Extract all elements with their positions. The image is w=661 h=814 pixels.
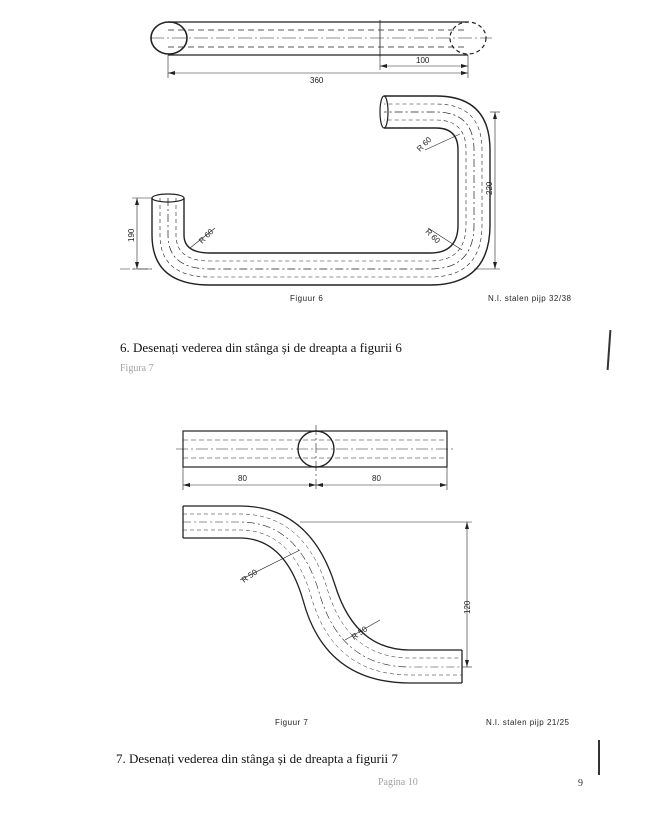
footer-faded-label: Pagina 10	[378, 777, 418, 788]
figure-6-material: N.l. stalen pijp 32/38	[488, 294, 572, 303]
fig6-dim-100: 100	[416, 56, 430, 65]
fig6-radius-2: R 60	[415, 135, 434, 154]
scan-mark-2	[598, 740, 600, 775]
fig6-radius-3: R 60	[423, 227, 442, 246]
fig7-radius-1: R 50	[239, 567, 259, 585]
fig7-dim-right: 80	[372, 474, 381, 483]
figure-7-caption: Figuur 7	[275, 718, 309, 727]
fig6-dim-360: 360	[310, 76, 324, 85]
question-6: 6. Desenați vederea din stânga și de dreapta a figurii 6	[120, 340, 402, 355]
fig6-dim-220: 220	[485, 181, 494, 195]
figure-6-caption: Figuur 6	[290, 294, 324, 303]
fig7-radius-2: R 50	[349, 624, 369, 642]
fig6-radius-1: R 60	[197, 227, 216, 246]
fig7-dim-height: 120	[463, 600, 472, 614]
figure-7-material: N.l. stalen pijp 21/25	[486, 718, 570, 727]
figure-7-faded-label: Figura 7	[120, 363, 154, 374]
fig7-dim-left: 80	[238, 474, 247, 483]
page-number: 9	[578, 778, 583, 789]
fig6-dim-190: 190	[127, 228, 136, 242]
question-7: 7. Desenați vederea din stânga și de dreapta a figurii 7	[116, 751, 398, 766]
